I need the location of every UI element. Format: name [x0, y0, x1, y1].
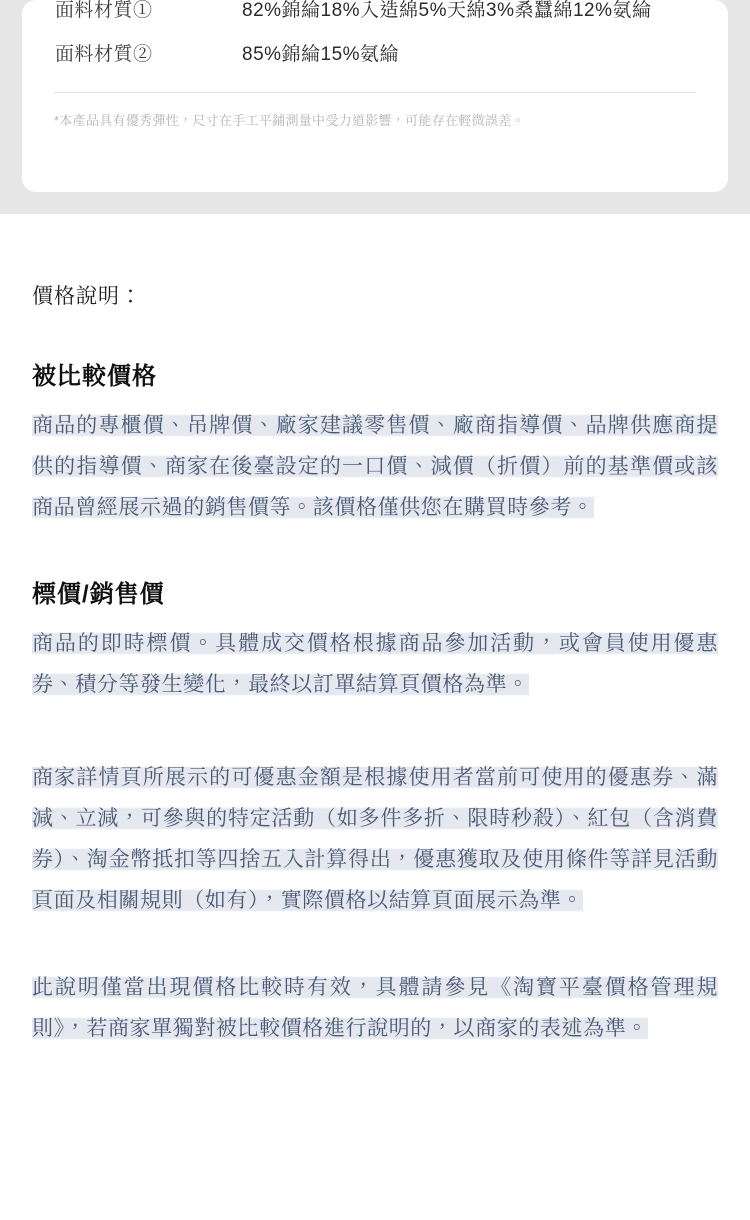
price-explanation-section [0, 280, 750, 1049]
price-block-paragraph [32, 405, 718, 528]
material-spec-card [22, 0, 728, 192]
price-paragraph-text: 商品的即時標價。具體成交價格根據商品參加活動，或會員使用優惠券、積分等發生變化，最終以訂單結算頁價格為準。 [32, 632, 718, 696]
spec-card-container [0, 0, 750, 214]
price-paragraph-text: 商品的專櫃價、吊牌價、廠家建議零售價、廠商指導價、品牌供應商提供的指導價、商家在後臺設定的一口價、減價（折價）前的基準價或該商品曾經展示過的銷售價等。該價格僅供您在購買時參考。 [32, 414, 718, 519]
price-explanation-title: 價格說明： [32, 285, 142, 308]
price-block-paragraph [32, 623, 718, 705]
table-row [54, 0, 696, 30]
spec-label: 面料材質② [55, 43, 153, 65]
spec-note: *本產品具有優秀彈性，尺寸在手工平鋪測量中受力道影響，可能存在輕微誤差。 [54, 113, 525, 128]
material-spec-table [54, 0, 696, 74]
price-block-title: 標價/銷售價 [32, 581, 165, 608]
price-block-listing [32, 574, 718, 1049]
spec-value: 82%錦綸18%入造綿5%天綿3%桑蠶綿12%氨綸 [242, 0, 652, 21]
price-paragraph-text: 商家詳情頁所展示的可優惠金額是根據使用者當前可使用的優惠券、滿減、立減，可參與的特定活動（如多件多折、限時秒殺）、紅包（含消費券）、淘金幣抵扣等四捨五入計算得出，優惠獲取及使用條件等詳見活動頁面及相關規則（如有），實際價格以結算頁面展示為準。 [32, 766, 718, 912]
spec-value: 85%錦綸15%氨綸 [242, 43, 400, 65]
price-paragraph-text: 此說明僅當出現價格比較時有效，具體請參見《淘寶平臺價格管理規則》，若商家單獨對被比較價格進行說明的，以商家的表述為準。 [32, 976, 718, 1040]
price-block-paragraph [32, 967, 718, 1049]
spec-note-divider [54, 92, 696, 131]
spec-label: 面料材質① [55, 0, 153, 21]
price-block-compared [32, 356, 718, 528]
price-block-paragraph [32, 757, 718, 921]
table-row [54, 30, 696, 74]
price-block-title: 被比較價格 [32, 363, 157, 390]
